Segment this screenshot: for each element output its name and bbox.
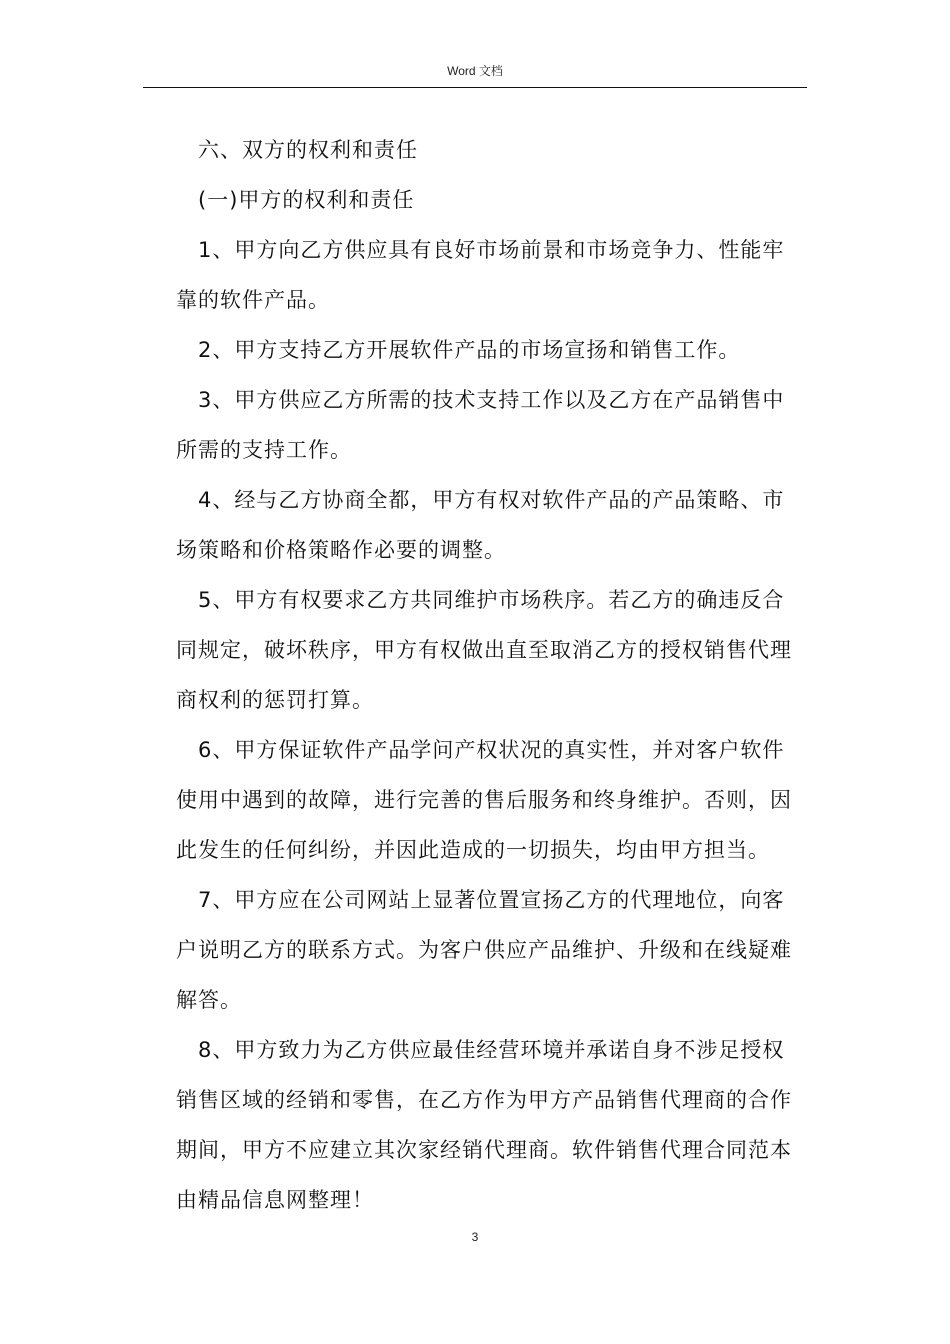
clause-1: 1、甲方向乙方供应具有良好市场前景和市场竞争力、性能牢靠的软件产品。 [176, 238, 785, 312]
page-number: 3 [471, 1230, 479, 1244]
clause-7: 7、甲方应在公司网站上显著位置宣扬乙方的代理地位，向客户说明乙方的联系方式。为客户供应产品维护、升级和在线疑难解答。 [176, 888, 792, 1012]
clause-6: 6、甲方保证软件产品学问产权状况的真实性，并对客户软件使用中遇到的故障，进行完善的售后服务和终身维护。否则，因此发生的任何纠纷，并因此造成的一切损失，均由甲方担当。 [176, 738, 792, 862]
page-header: Word 文档 [447, 64, 503, 78]
clause-8: 8、甲方致力为乙方供应最佳经营环境并承诺自身不涉足授权销售区域的经销和零售，在乙方作为甲方产品销售代理商的合作期间，甲方不应建立其次家经销代理商。软件销售代理合同范本由精品信息网整理！ [176, 1038, 792, 1212]
subsection-heading: (一)甲方的权利和责任 [198, 188, 415, 212]
clause-3: 3、甲方供应乙方所需的技术支持工作以及乙方在产品销售中所需的支持工作。 [176, 388, 785, 462]
section-heading: 六、双方的权利和责任 [198, 138, 418, 162]
clause-2: 2、甲方支持乙方开展软件产品的市场宣扬和销售工作。 [198, 338, 741, 362]
document-body [176, 125, 804, 1225]
clause-4: 4、经与乙方协商全都，甲方有权对软件产品的产品策略、市场策略和价格策略作必要的调整。 [176, 488, 785, 562]
clause-5: 5、甲方有权要求乙方共同维护市场秩序。若乙方的确违反合同规定，破坏秩序，甲方有权做出直至取消乙方的授权销售代理商权利的惩罚打算。 [176, 588, 792, 712]
header-divider [143, 87, 807, 88]
